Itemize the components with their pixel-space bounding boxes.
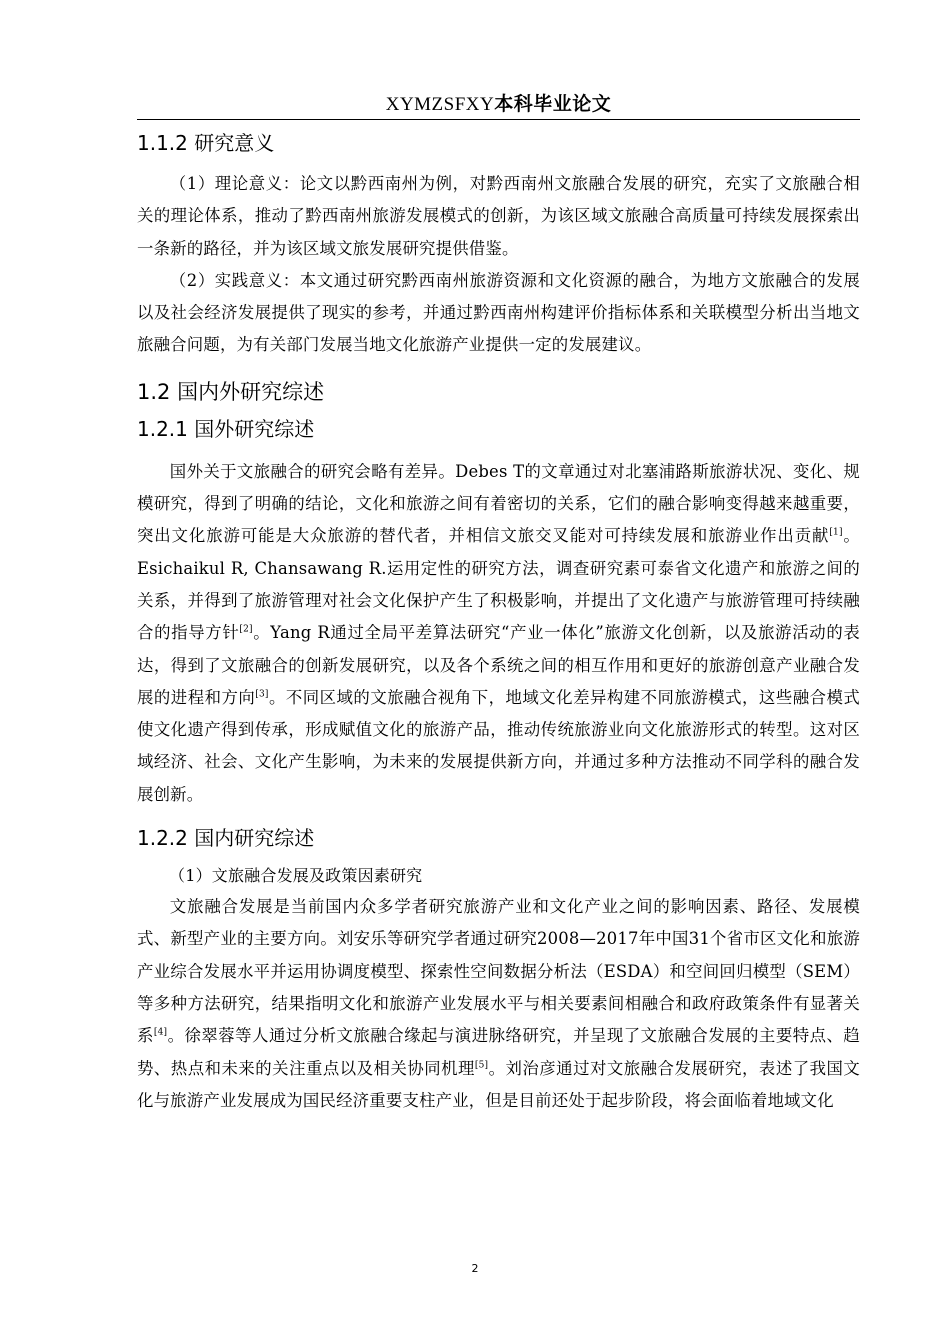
paragraph-foreign-research <box>137 456 860 811</box>
text-segment: 。刘治彦通过对文旅融合发展研究，表述了我国文化与旅游产业发展成为国民经济重要支柱产业，但是目前还处于起步阶段，将会面临着地域文化 <box>137 1058 860 1110</box>
header-rule <box>137 119 860 120</box>
paragraph-practical-significance: （2）实践意义：本文通过研究黔西南州旅游资源和文化资源的融合，为地方文旅融合的发展以及社会经济发展提供了现实的参考，并通过黔西南州构建评价指标体系和关联模型分析出当地文旅融合问题，为有关部门发展当地文化旅游产业提供一定的发展建议。 <box>137 270 860 355</box>
text-segment: 。Yang R通过全局平差算法研究“产业一体化”旅游文化创新，以及旅游活动的表达，得到了文旅融合的创新发展研究，以及各个系统之间的相互作用和更好的旅游创意产业融合发展的进程和方向 <box>137 623 860 707</box>
text-segment: 。Esichaikul R, Chansawang R.运用定性的研究方法，调查研究素可泰省文化遗产和旅游之间的关系，并得到了旅游管理对社会文化保护产生了积极影响，并提出了文化遗产与旅游管理可持续融合的指导方针 <box>137 526 860 643</box>
text-segment: 。徐翠蓉等人通过分析文旅融合缘起与演进脉络研究，并呈现了文旅融合发展的主要特点、趋势、热点和未来的关注重点以及相关协同机理 <box>137 1026 861 1078</box>
text-segment: 。不同区域的文旅融合视角下，地域文化差异构建不同旅游模式，这些融合模式使文化遗产得到传承，形成赋值文化的旅游产品，推动传统旅游业向文化旅游形式的转型。这对区域经济、社会、文化产生影响，为未来的发展提供新方向，并通过多种方法推动不同学科的融合发展创新。 <box>137 687 861 804</box>
page-content <box>137 122 860 1117</box>
citation-ref-2: [2] <box>239 624 253 635</box>
heading-1-2-2: 1.2.2 国内研究综述 <box>137 826 315 851</box>
paragraph-theoretical-significance: （1）理论意义：论文以黔西南州为例，对黔西南州文旅融合发展的研究，充实了文旅融合相关的理论体系，推动了黔西南州旅游发展模式的创新，为该区域文旅融合高质量可持续发展探索出一条新的路径，并为该区域文旅发展研究提供借鉴。 <box>137 174 860 258</box>
text-segment: 国外关于文旅融合的研究会略有差异。Debes T的文章通过对北塞浦路斯旅游状况、变化、规模研究，得到了明确的结论，文化和旅游之间有着密切的关系，它们的融合影响变得越来越重要，突出文化旅游可能是大众旅游的替代者，并相信文旅交叉能对可持续发展和旅游业作出贡献 <box>137 461 860 546</box>
citation-ref-1: [1] <box>829 527 843 538</box>
heading-1-1-2: 1.1.2 研究意义 <box>137 131 275 155</box>
paragraph-domestic-research <box>137 891 860 1117</box>
text-segment: 文旅融合发展是当前国内众多学者研究旅游产业和文化产业之间的影响因素、路径、发展模式、新型产业的主要方向。刘安乐等研究学者通过研究2008—2017年中国31个省市区文化和旅游产业综合发展水平并运用协调度模型、探索性空间数据分析法（ESDA）和空间回归模型（SEM）等多种方法研究，结果指明文化和旅游产业发展水平与相关要素间相融合和政府政策条件有显著关系 <box>137 897 860 1046</box>
page-number: 2 <box>471 1262 479 1275</box>
heading-1-2: 1.2 国内外研究综述 <box>137 379 325 404</box>
header-title-en: XYMZSFXY <box>385 94 495 115</box>
citation-ref-4: [4] <box>153 1027 168 1038</box>
subheading-policy-factors: （1）文旅融合发展及政策因素研究 <box>169 866 423 886</box>
citation-ref-5: [5] <box>474 1060 489 1071</box>
heading-1-2-1: 1.2.1 国外研究综述 <box>137 416 315 441</box>
citation-ref-3: [3] <box>255 689 269 700</box>
page-header <box>137 92 860 117</box>
header-title-cn: 本科毕业论文 <box>494 93 612 115</box>
